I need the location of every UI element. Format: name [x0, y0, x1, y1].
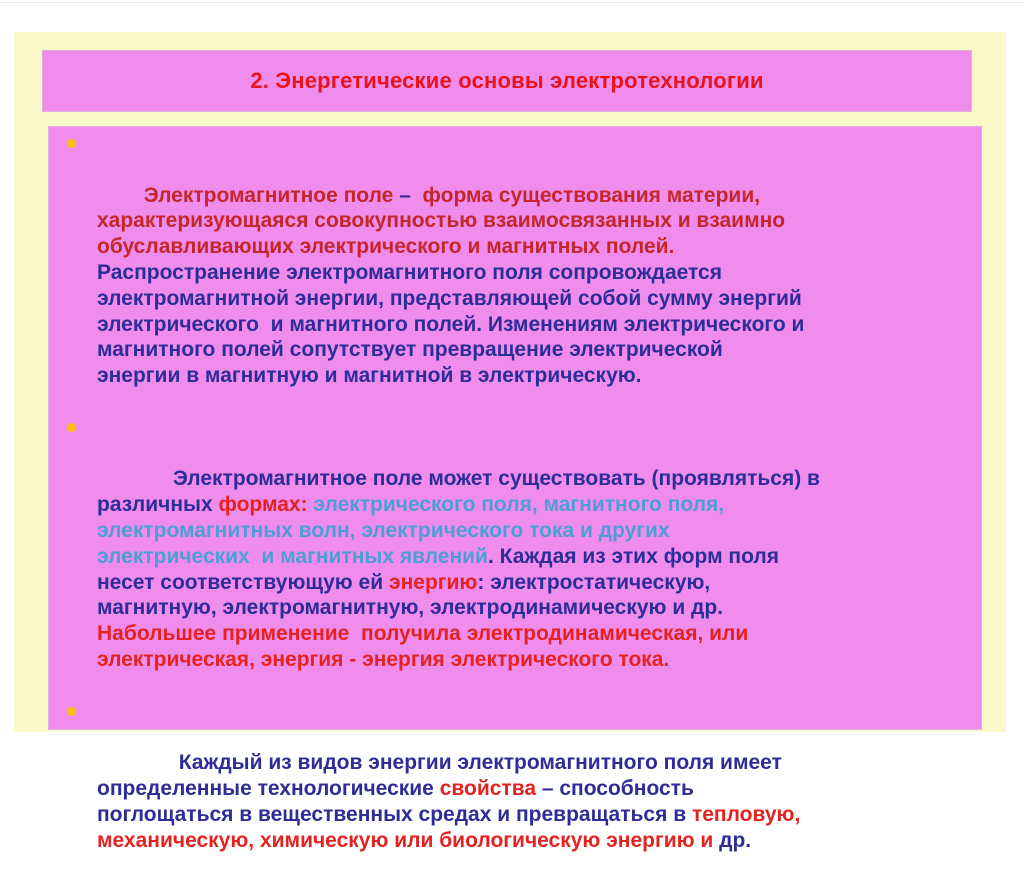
bullet-text: Электромагнитное поле – форма существования материи, характеризующаяся совокупностью взаимосвязанных и взаимно обуславливающих электрического и магнитных полей. Распространение электромагнитного поля сопровождается электромагнитной энергии, представляющей собой сумму энергий электрического и магнитного полей. Изменениям электрического и магнитного полей сопутствует превращение электрической энергии в магнитную и магнитной в электрическую.: [97, 183, 805, 388]
slide-background: [14, 32, 1006, 852]
slide-title: 2. Энергетические основы электротехнологии: [250, 68, 764, 93]
bullet-text: Электромагнитное поле может существовать (проявляться) в различных формах: электрического поля, магнитного поля, электромагнитных волн, электрического тока и других электрических и магнитных явлений. Каждая из этих форм поля несет соответствующую ей энергию: электростатическую, магнитную, электромагнитную, электродинамическую и др. Набольшее применение получила электродинамическая, или электрическая, энергия - энергия электрического тока.: [97, 467, 820, 671]
bullet-icon: [67, 139, 76, 148]
bullet-text: Каждый из видов энергии электромагнитного поля имеет определенные технологические свойства – способность поглощаться в вещественных средах и превращаться в тепловую, механическую, химическую или биологическую энергию и др.: [97, 751, 801, 852]
bullet-list: [49, 127, 981, 879]
bullet-item-1: [97, 131, 945, 415]
bullet-item-3: [97, 699, 945, 879]
bullet-item-2: [97, 415, 945, 699]
content-panel: [48, 126, 982, 852]
bullet-icon: [67, 423, 76, 432]
title-panel: [42, 50, 972, 112]
bullet-icon: [67, 707, 76, 716]
window-top-divider: [0, 2, 1024, 3]
